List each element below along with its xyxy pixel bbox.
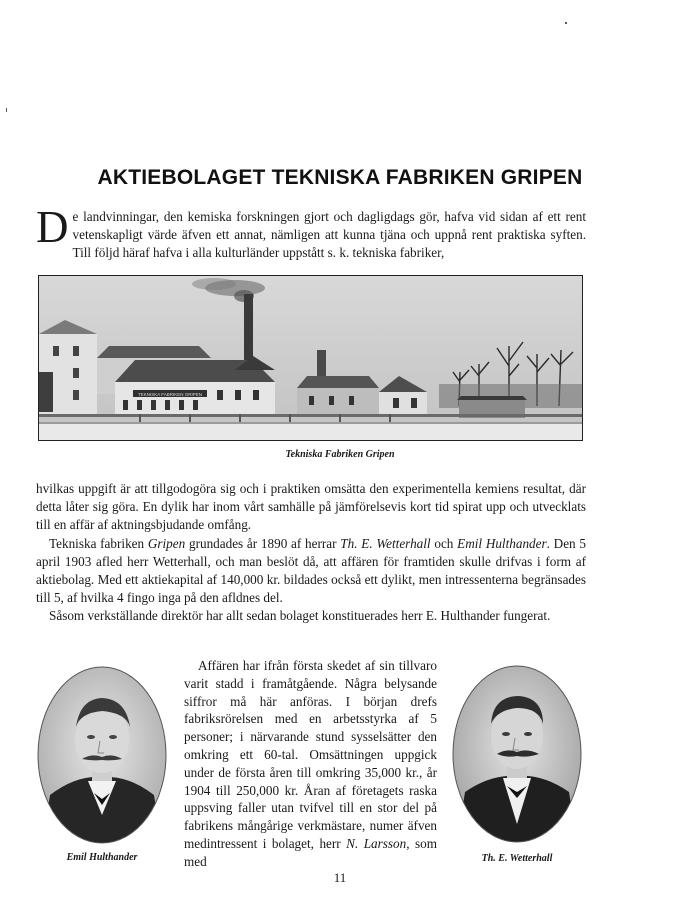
column-paragraph xyxy=(184,657,437,871)
portrait-caption-left: Emil Hulthander xyxy=(66,852,138,863)
portrait-wetterhall xyxy=(451,664,583,844)
body-text xyxy=(36,480,586,626)
paragraph-1: hvilkas uppgift är att tillgodogöra sig och i praktiken omsätta den experimentella kemiens resultat, där detta låter sig göra. En dylik har inom vårt samhälle på jämförelsevis kort tid spirat upp och utvecklats till en affär af aktningsbjudande omfång. xyxy=(36,481,586,533)
factory-name: Gripen xyxy=(147,535,186,551)
founder-name-1: Th. E. Wetterhall xyxy=(340,535,431,551)
paragraph-2 xyxy=(36,535,586,608)
p2-text-a: Tekniska fabriken xyxy=(49,535,148,551)
p2-text-c: och xyxy=(430,535,458,551)
article-title: AKTIEBOLAGET TEKNISKA FABRIKEN GRIPEN xyxy=(97,166,583,189)
factory-sign-text: TEKNISKA FABRIKEN GRIPEN xyxy=(137,392,203,397)
column-text-a: Affären har ifrån första skedet af sin tillvaro varit stadd i framåtgående. Några belysande siffror må här anföras. I början drefs fabriksrörelsen med en arbetsstyrka af 5 personer; i närvarande stund sysselsätter den omkring ett 60-tal. Omsättningen uppgick under de första åren till omkring 35,000 kr., år 1904 till 250,000 kr. Åran af företagets raska uppsving faller utan tvifvel till en stor del på fabrikens mångårige verkmästare, numer äfven medintressent i bolaget, herr xyxy=(184,658,437,851)
paragraph-3: Såsom verkställande direktör har allt sedan bolaget konstituerades herr E. Hulthander fungerat. xyxy=(49,608,551,624)
print-speck xyxy=(565,22,567,24)
column-text-b: , som med xyxy=(184,835,438,869)
page-number: 11 xyxy=(333,870,347,885)
photo-caption: Tekniska Fabriken Gripen xyxy=(285,449,395,460)
p2-text-d: . Den 5 april 1903 afled herr Wetterhall, och man beslöt då, att affären för framtiden skulle drifvas i form af aktiebolag. Med ett aktiekapital af 140,000 kr. bildades också ett dylikt, men intressenterna begränsades till 5, af hvilka 4 fingo inga på den afldnes del. xyxy=(36,535,586,606)
intro-paragraph xyxy=(36,202,586,262)
factory-photo xyxy=(38,275,583,441)
drop-cap: D xyxy=(36,202,69,252)
founder-name-2: Emil Hulthander xyxy=(457,535,547,551)
p2-text-b: grundades år 1890 af herrar xyxy=(185,535,341,551)
print-speck xyxy=(6,108,7,112)
intro-text: e landvinningar, den kemiska forskningen gjort och dagligdags gör, hafva vid sidan af ett rent vetenskapligt värde äfven ett annat, nämligen att kunna tjäna och uppnå rent praktiska syften. Till följd häraf hafva i alla kulturländer uppstått s. k. tekniska fabriker, xyxy=(72,209,586,260)
foreman-name: N. Larsson xyxy=(346,835,407,851)
portrait-hulthander xyxy=(36,665,168,845)
portrait-caption-right: Th. E. Wetterhall xyxy=(481,853,553,864)
